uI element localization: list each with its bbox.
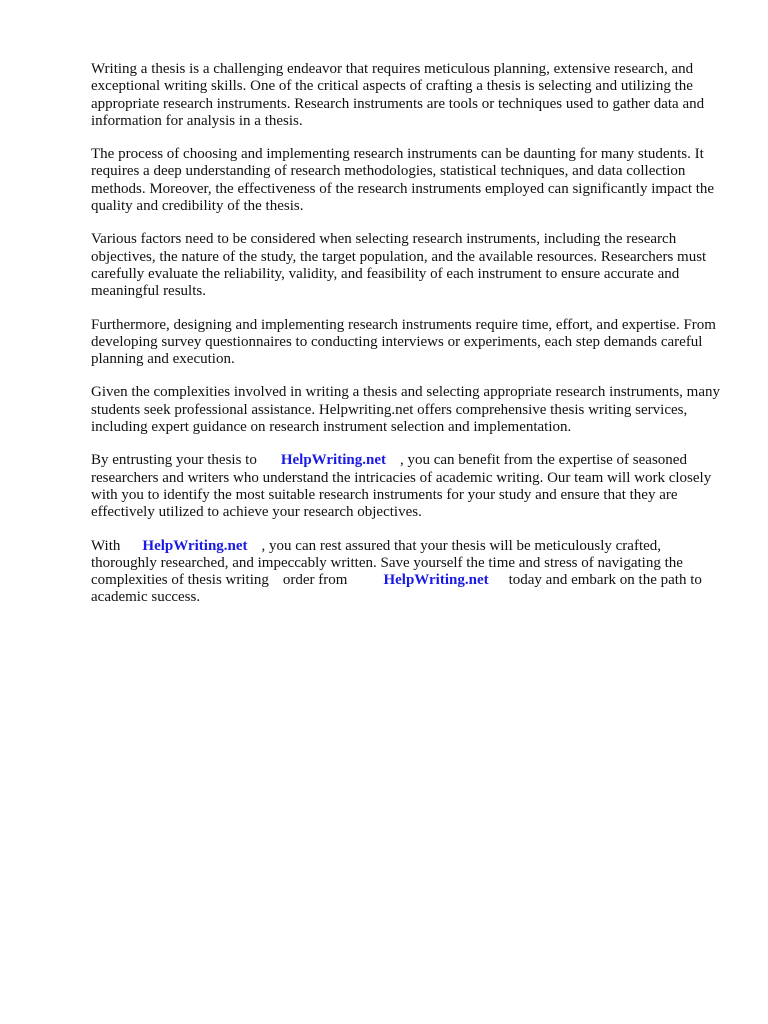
paragraph-conclusion [91, 538, 721, 607]
helpwriting-link-2[interactable]: HelpWriting.net [142, 537, 248, 554]
conclusion-text-with: With [91, 537, 121, 554]
entrusting-text-before: By entrusting your thesis to [91, 452, 257, 469]
conclusion-text-middle: , you can rest assured that your thesis will be meticulously crafted, thoroughly researched, and impeccably written. Save yourself the time and stress of navigating the complexities of thesis writing [91, 537, 683, 589]
paragraph-process: The process of choosing and implementing research instruments can be daunting for many students. It requires a deep understanding of research methodologies, statistical techniques, and data collection methods. Moreover, the effectiveness of the research instruments employed can significantly impact the quality and credibility of the thesis. [91, 146, 715, 215]
helpwriting-link-3[interactable]: HelpWriting.net [383, 572, 489, 589]
paragraph-entrusting [91, 452, 721, 521]
paragraph-factors: Various factors need to be considered when selecting research instruments, including the research objectives, the nature of the study, the target population, and the available resources. Researchers must carefully evaluate the reliability, validity, and feasibility of each instrument to ensure accurate and meaningful results. [91, 231, 707, 300]
entrusting-text-after: , you can benefit from the expertise of seasoned researchers and writers who understand the intricacies of academic writing. Our team will work closely with you to identify the most suitable research instruments for your study and ensure that they are effectively utilized to achieve your research objectives. [91, 452, 712, 521]
conclusion-text-order: order from [282, 572, 348, 589]
conclusion-text-end: today and embark on the path to academic success. [91, 572, 702, 606]
paragraph-assistance: Given the complexities involved in writing a thesis and selecting appropriate research instruments, many students seek professional assistance. Helpwriting.net offers comprehensive thesis writing services, including expert guidance on research instrument selection and implementation. [91, 384, 720, 436]
helpwriting-link-1[interactable]: HelpWriting.net [280, 452, 386, 469]
paragraph-intro: Writing a thesis is a challenging endeavor that requires meticulous planning, extensive research, and exceptional writing skills. One of the critical aspects of crafting a thesis is selecting and utilizing the appropriate research instruments. Research instruments are tools or techniques used to gather data and information for analysis in a thesis. [91, 61, 705, 129]
paragraph-design: Furthermore, designing and implementing research instruments require time, effort, and expertise. From developing survey questionnaires to conducting interviews or experiments, each step demands careful planning and execution. [91, 316, 716, 368]
document-body [91, 61, 721, 623]
